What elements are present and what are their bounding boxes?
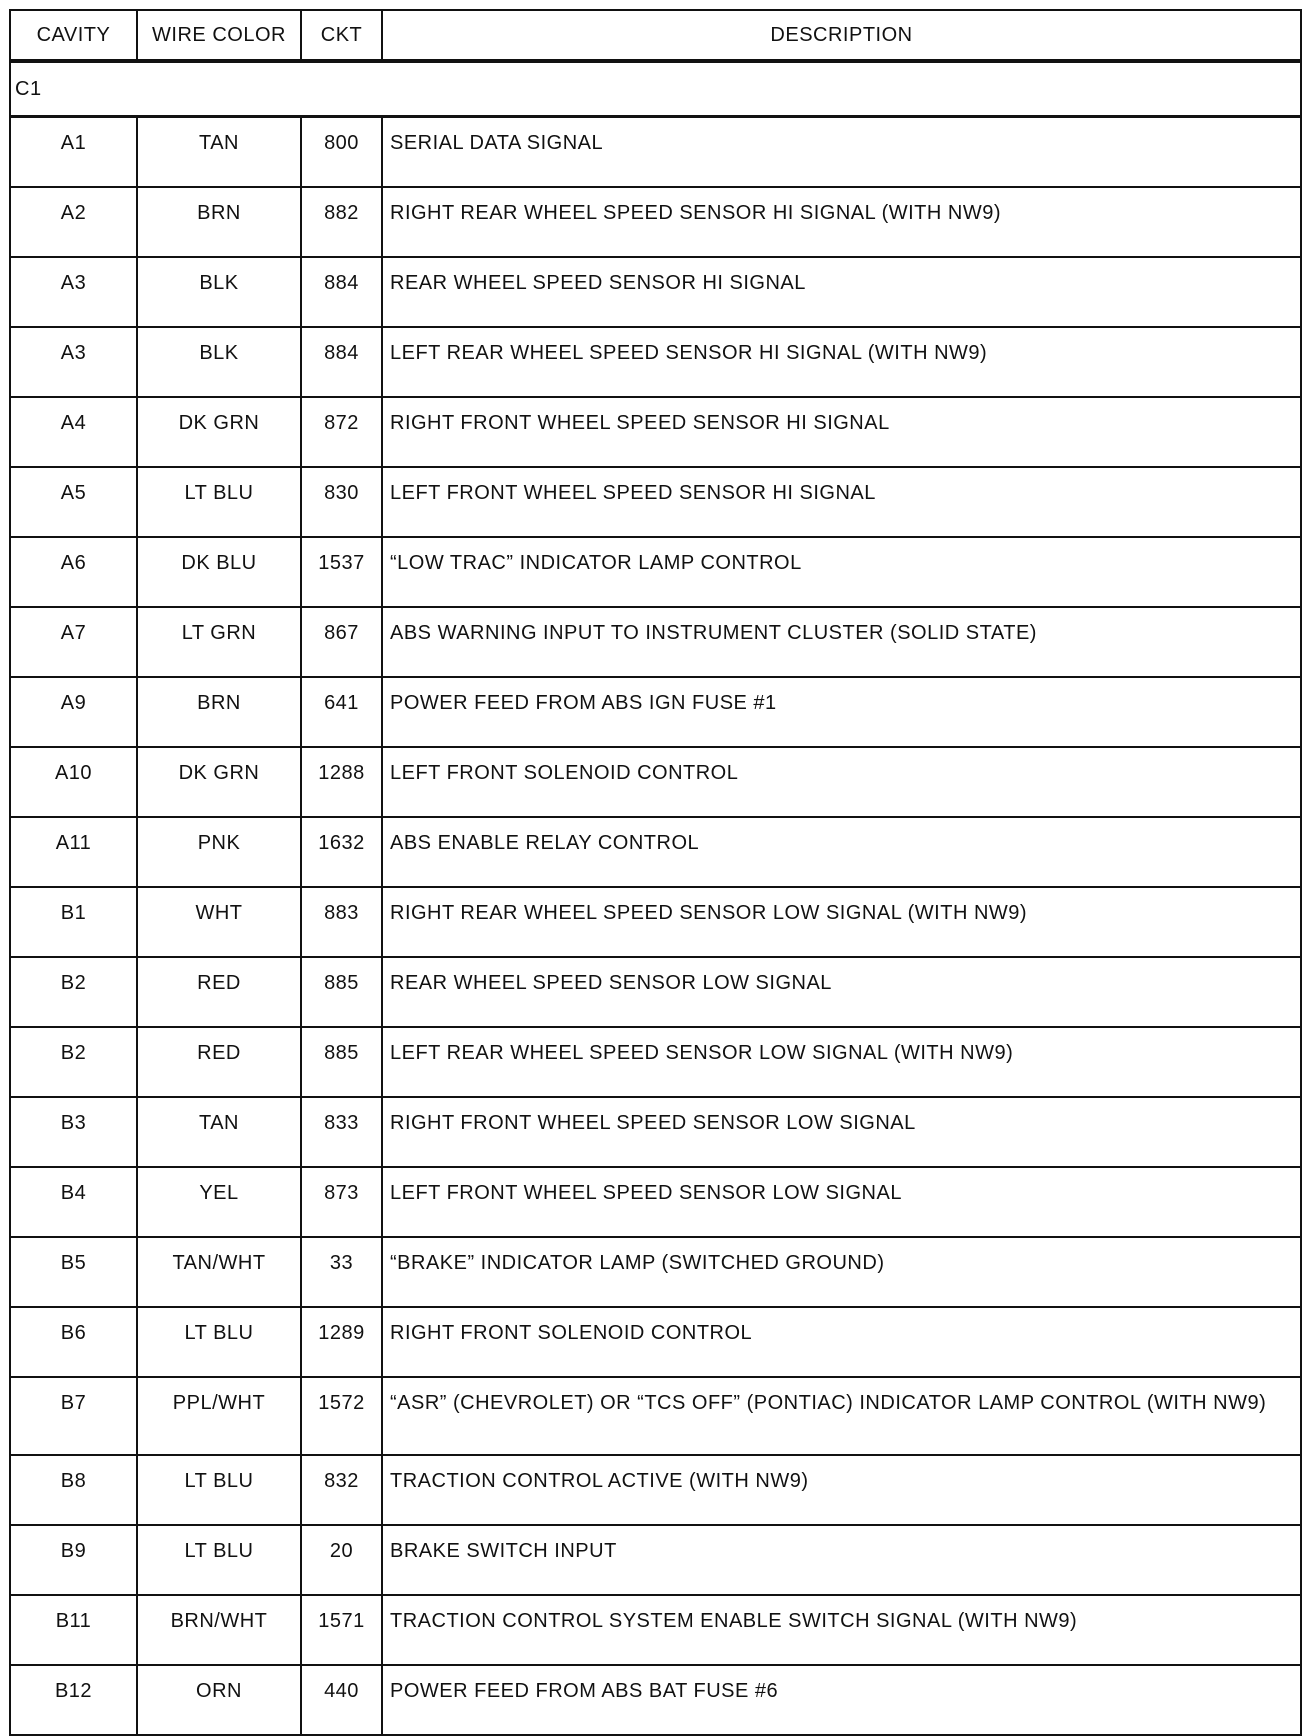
wire-color-cell: LT BLU — [137, 467, 301, 537]
description-cell: REAR WHEEL SPEED SENSOR HI SIGNAL — [382, 257, 1301, 327]
table-row — [10, 817, 1301, 887]
cavity-cell: B3 — [10, 1097, 137, 1167]
wire-color-cell: DK GRN — [137, 397, 301, 467]
wire-color-cell: PPL/WHT — [137, 1377, 301, 1455]
cavity-cell: A4 — [10, 397, 137, 467]
table-row — [10, 1027, 1301, 1097]
table-row — [10, 1097, 1301, 1167]
wire-color-cell: PNK — [137, 817, 301, 887]
wire-color-cell: BLK — [137, 327, 301, 397]
wire-color-cell: YEL — [137, 1167, 301, 1237]
ckt-cell: 883 — [301, 887, 382, 957]
description-cell: SERIAL DATA SIGNAL — [382, 117, 1301, 188]
cavity-cell: A3 — [10, 327, 137, 397]
description-cell: “BRAKE” INDICATOR LAMP (SWITCHED GROUND) — [382, 1237, 1301, 1307]
table-row — [10, 1377, 1301, 1455]
table-row — [10, 1525, 1301, 1595]
description-cell: REAR WHEEL SPEED SENSOR LOW SIGNAL — [382, 957, 1301, 1027]
table-row — [10, 1167, 1301, 1237]
description-cell: ABS ENABLE RELAY CONTROL — [382, 817, 1301, 887]
wire-color-cell: BRN/WHT — [137, 1595, 301, 1665]
table-row — [10, 747, 1301, 817]
description-cell: RIGHT REAR WHEEL SPEED SENSOR LOW SIGNAL (WITH NW9) — [382, 887, 1301, 957]
header-wire-color: WIRE COLOR — [137, 10, 301, 61]
cavity-cell: A9 — [10, 677, 137, 747]
ckt-cell: 882 — [301, 187, 382, 257]
cavity-cell: A6 — [10, 537, 137, 607]
description-cell: ABS WARNING INPUT TO INSTRUMENT CLUSTER (SOLID STATE) — [382, 607, 1301, 677]
table-row — [10, 327, 1301, 397]
cavity-cell: B2 — [10, 957, 137, 1027]
cavity-cell: A5 — [10, 467, 137, 537]
ckt-cell: 1632 — [301, 817, 382, 887]
cavity-cell: B7 — [10, 1377, 137, 1455]
table-row — [10, 677, 1301, 747]
wire-color-cell: DK BLU — [137, 537, 301, 607]
ckt-cell: 641 — [301, 677, 382, 747]
table-row — [10, 397, 1301, 467]
description-cell: LEFT REAR WHEEL SPEED SENSOR HI SIGNAL (WITH NW9) — [382, 327, 1301, 397]
wire-color-cell: DK GRN — [137, 747, 301, 817]
description-cell: RIGHT FRONT SOLENOID CONTROL — [382, 1307, 1301, 1377]
ckt-cell: 833 — [301, 1097, 382, 1167]
ckt-cell: 884 — [301, 327, 382, 397]
cavity-cell: B6 — [10, 1307, 137, 1377]
wire-color-cell: ORN — [137, 1665, 301, 1735]
header-row — [10, 10, 1301, 61]
description-cell: LEFT FRONT WHEEL SPEED SENSOR HI SIGNAL — [382, 467, 1301, 537]
table-row — [10, 467, 1301, 537]
wire-color-cell: TAN — [137, 1097, 301, 1167]
ckt-cell: 33 — [301, 1237, 382, 1307]
description-cell: LEFT FRONT WHEEL SPEED SENSOR LOW SIGNAL — [382, 1167, 1301, 1237]
cavity-cell: B1 — [10, 887, 137, 957]
wire-color-cell: TAN/WHT — [137, 1237, 301, 1307]
table-row — [10, 117, 1301, 188]
table-row — [10, 1307, 1301, 1377]
ckt-cell: 867 — [301, 607, 382, 677]
connector-group-row — [10, 61, 1301, 117]
table-row — [10, 957, 1301, 1027]
cavity-cell: B9 — [10, 1525, 137, 1595]
ckt-cell: 873 — [301, 1167, 382, 1237]
description-cell: LEFT FRONT SOLENOID CONTROL — [382, 747, 1301, 817]
wire-color-cell: LT BLU — [137, 1455, 301, 1525]
wire-color-cell: BRN — [137, 187, 301, 257]
wire-color-cell: LT BLU — [137, 1525, 301, 1595]
wire-color-cell: BRN — [137, 677, 301, 747]
cavity-cell: B11 — [10, 1595, 137, 1665]
table-row — [10, 887, 1301, 957]
cavity-cell: A2 — [10, 187, 137, 257]
cavity-cell: B5 — [10, 1237, 137, 1307]
description-cell: RIGHT REAR WHEEL SPEED SENSOR HI SIGNAL (WITH NW9) — [382, 187, 1301, 257]
ckt-cell: 800 — [301, 117, 382, 188]
ckt-cell: 1289 — [301, 1307, 382, 1377]
ckt-cell: 1537 — [301, 537, 382, 607]
description-cell: POWER FEED FROM ABS IGN FUSE #1 — [382, 677, 1301, 747]
connector-pinout-table — [9, 9, 1302, 1736]
table-row — [10, 1455, 1301, 1525]
cavity-cell: A3 — [10, 257, 137, 327]
ckt-cell: 1571 — [301, 1595, 382, 1665]
wire-color-cell: TAN — [137, 117, 301, 188]
ckt-cell: 885 — [301, 1027, 382, 1097]
ckt-cell: 832 — [301, 1455, 382, 1525]
ckt-cell: 440 — [301, 1665, 382, 1735]
description-cell: RIGHT FRONT WHEEL SPEED SENSOR HI SIGNAL — [382, 397, 1301, 467]
cavity-cell: B2 — [10, 1027, 137, 1097]
header-cavity: CAVITY — [10, 10, 137, 61]
table-row — [10, 257, 1301, 327]
description-cell: LEFT REAR WHEEL SPEED SENSOR LOW SIGNAL (WITH NW9) — [382, 1027, 1301, 1097]
connector-label: C1 — [10, 61, 1301, 117]
table-row — [10, 1237, 1301, 1307]
cavity-cell: A10 — [10, 747, 137, 817]
table-row — [10, 187, 1301, 257]
table-row — [10, 607, 1301, 677]
wire-color-cell: RED — [137, 1027, 301, 1097]
ckt-cell: 20 — [301, 1525, 382, 1595]
ckt-cell: 884 — [301, 257, 382, 327]
ckt-cell: 885 — [301, 957, 382, 1027]
wire-color-cell: RED — [137, 957, 301, 1027]
wire-color-cell: WHT — [137, 887, 301, 957]
description-cell: BRAKE SWITCH INPUT — [382, 1525, 1301, 1595]
ckt-cell: 1572 — [301, 1377, 382, 1455]
description-cell: TRACTION CONTROL ACTIVE (WITH NW9) — [382, 1455, 1301, 1525]
header-ckt: CKT — [301, 10, 382, 61]
header-description: DESCRIPTION — [382, 10, 1301, 61]
cavity-cell: B8 — [10, 1455, 137, 1525]
ckt-cell: 872 — [301, 397, 382, 467]
cavity-cell: A7 — [10, 607, 137, 677]
ckt-cell: 1288 — [301, 747, 382, 817]
wire-color-cell: BLK — [137, 257, 301, 327]
table-row — [10, 1665, 1301, 1735]
description-cell: TRACTION CONTROL SYSTEM ENABLE SWITCH SIGNAL (WITH NW9) — [382, 1595, 1301, 1665]
description-cell: POWER FEED FROM ABS BAT FUSE #6 — [382, 1665, 1301, 1735]
cavity-cell: A1 — [10, 117, 137, 188]
cavity-cell: B12 — [10, 1665, 137, 1735]
ckt-cell: 830 — [301, 467, 382, 537]
description-cell: RIGHT FRONT WHEEL SPEED SENSOR LOW SIGNAL — [382, 1097, 1301, 1167]
table-row — [10, 1595, 1301, 1665]
description-cell: “LOW TRAC” INDICATOR LAMP CONTROL — [382, 537, 1301, 607]
cavity-cell: A11 — [10, 817, 137, 887]
description-cell: “ASR” (CHEVROLET) OR “TCS OFF” (PONTIAC) INDICATOR LAMP CONTROL (WITH NW9) — [382, 1377, 1301, 1455]
cavity-cell: B4 — [10, 1167, 137, 1237]
table-row — [10, 537, 1301, 607]
wire-color-cell: LT BLU — [137, 1307, 301, 1377]
wire-color-cell: LT GRN — [137, 607, 301, 677]
